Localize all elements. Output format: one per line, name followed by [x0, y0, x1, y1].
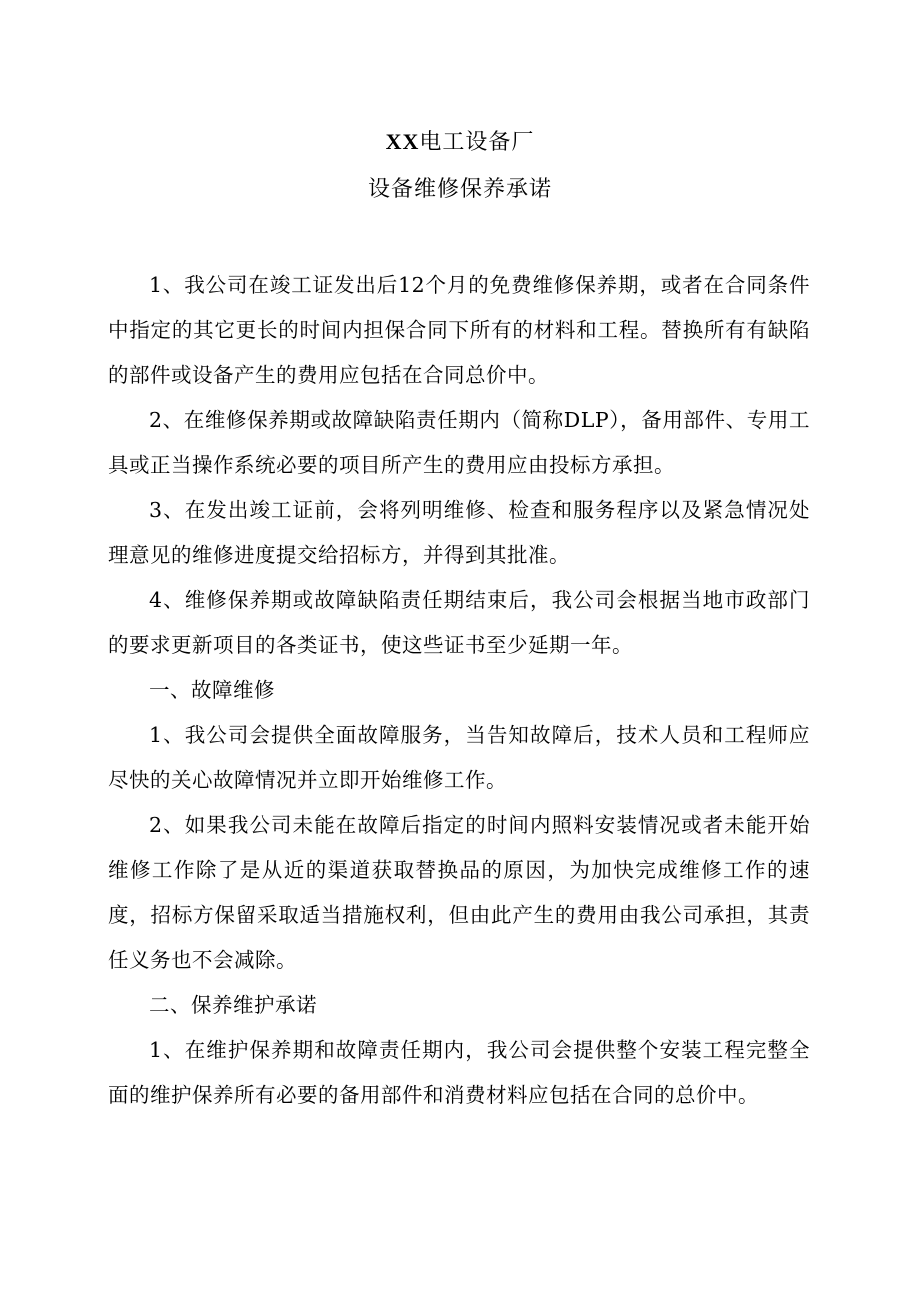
section-heading-fault-repair: 一、故障维修 [149, 678, 275, 702]
document-body [108, 263, 810, 1118]
paragraph-4: 4、维修保养期或故障缺陷责任期结束后，我公司会根据当地市政部门的要求更新项目的各类证书，使这些证书至少延期一年。 [108, 588, 810, 657]
paragraph-fault-2: 2、如果我公司未能在故障后指定的时间内照料安装情况或者未能开始维修工作除了是从近的渠道获取替换品的原因，为加快完成维修工作的速度，招标方保留采取适当措施权利，但由此产生的费用由我公司承担，其责任义务也不会减除。 [108, 813, 810, 972]
paragraph-3: 3、在发出竣工证前，会将列明维修、检查和服务程序以及紧急情况处理意见的维修进度提交给招标方，并得到其批准。 [108, 498, 810, 567]
company-prefix: XX [385, 129, 420, 154]
section-heading-maintenance: 二、保养维护承诺 [149, 993, 317, 1017]
document-title: 设备维修保养承诺 [367, 177, 552, 202]
paragraph-1: 1、我公司在竣工证发出后12个月的免费维修保养期，或者在合同条件中指定的其它更长的时间内担保合同下所有的材料和工程。替换所有有缺陷的部件或设备产生的费用应包括在合同总价中。 [108, 273, 810, 387]
paragraph-fault-1: 1、我公司会提供全面故障服务，当告知故障后，技术人员和工程师应尽快的关心故障情况并立即开始维修工作。 [108, 723, 810, 792]
company-name: 电工设备厂 [419, 130, 535, 155]
paragraph-2: 2、在维修保养期或故障缺陷责任期内（简称DLP），备用部件、专用工具或正当操作系统必要的项目所产生的费用应由投标方承担。 [108, 408, 810, 477]
paragraph-maintenance-1: 1、在维护保养期和故障责任期内，我公司会提供整个安装工程完整全面的维护保养所有必要的备用部件和消费材料应包括在合同的总价中。 [108, 1038, 810, 1107]
company-title [0, 124, 920, 161]
